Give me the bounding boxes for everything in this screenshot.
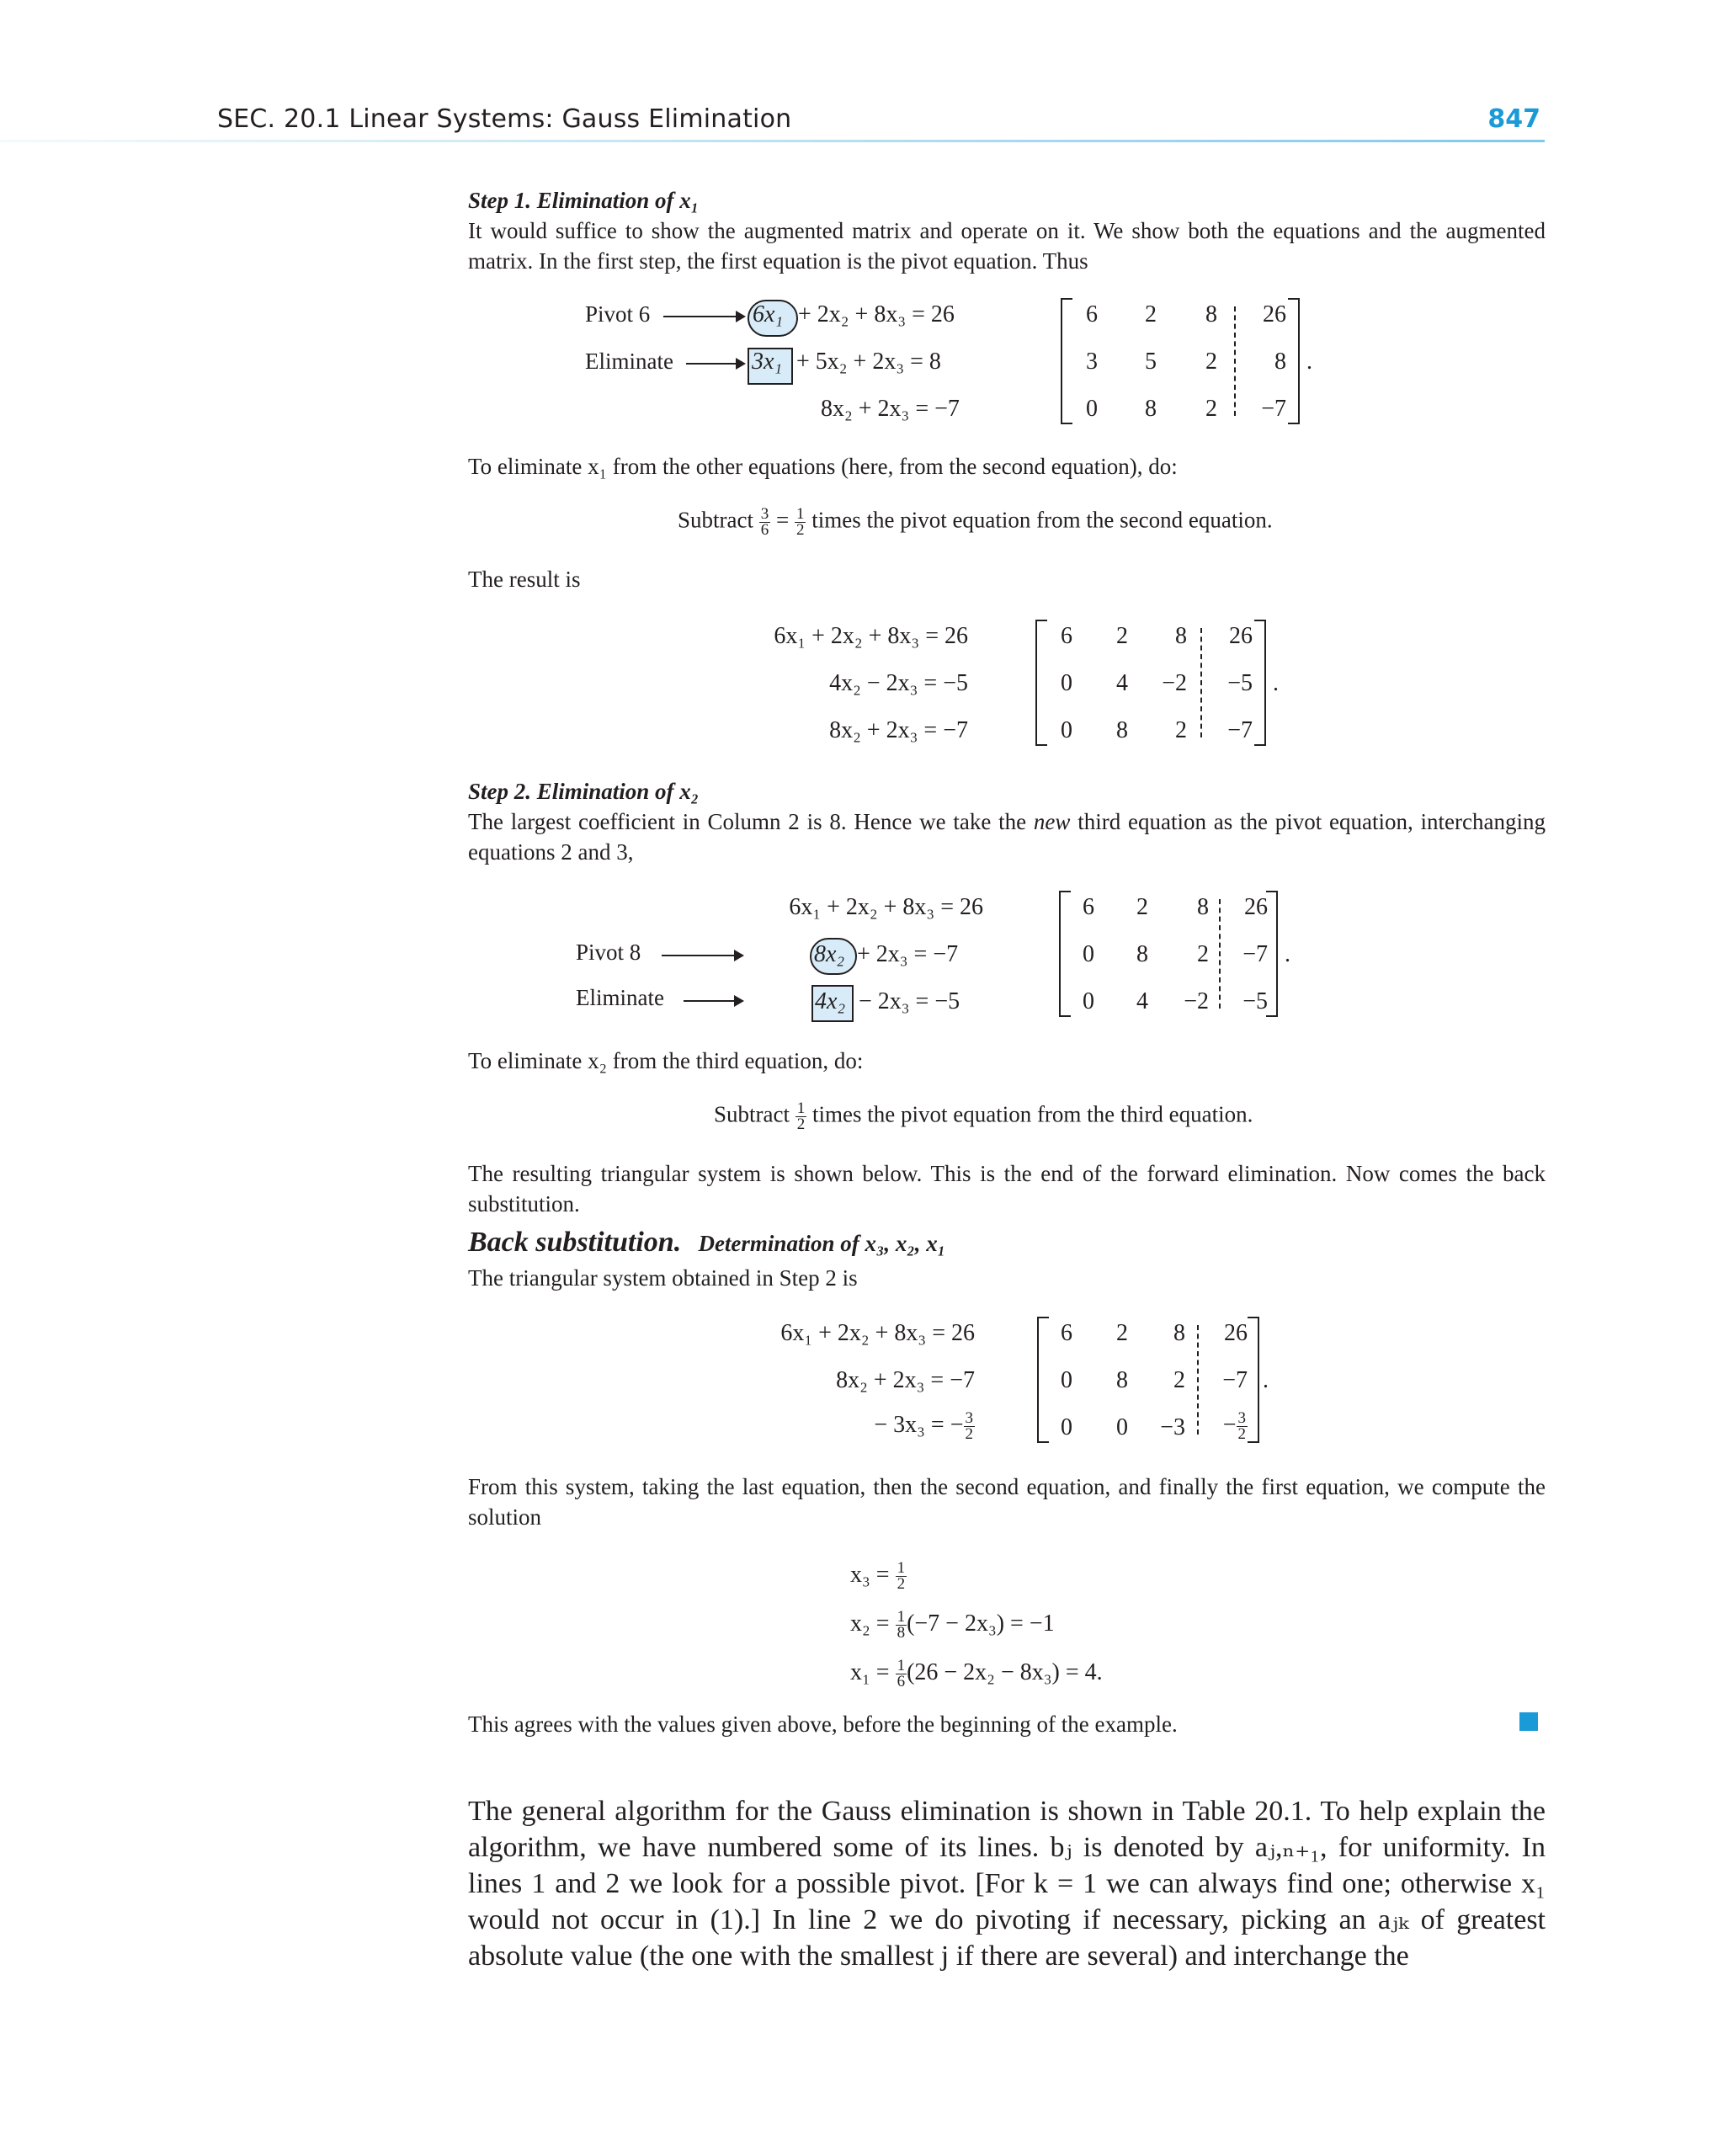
eq1-rest: + 2x₂ + 8x₃ = 26: [798, 301, 955, 327]
matrix-cell: −3: [1160, 1414, 1185, 1440]
subtract-instruction-1: Subtract $\frac{3}{6}$ = $\frac{1}{2}$ times the pivot equation from the second equation.: [678, 505, 1273, 539]
matrix-cell: 26: [1224, 1320, 1248, 1346]
matrix-cell: 26: [1263, 301, 1286, 327]
matrix-cell: 0: [1061, 717, 1072, 743]
matrix-cell: −7: [1227, 717, 1253, 743]
matrix-cell: 2: [1136, 894, 1148, 920]
matrix-cell: 0: [1061, 1414, 1072, 1440]
s2-eq3-lead: 4x₂: [815, 988, 846, 1014]
tri-eq3: − 3x₃ = − $\frac{3}{2}$: [874, 1409, 973, 1443]
from-system-text: From this system, taking the last equation, then the second equation, and finally the first equation, we compute the solution: [468, 1474, 1546, 1530]
matrix-cell: 8: [1145, 396, 1157, 422]
step1-intro: It would suffice to show the augmented matrix and operate on it. We show both the equations and the augmented matrix. In the first step, the first equation is the pivot equation. Thus: [468, 218, 1546, 274]
label-eliminate: Eliminate: [576, 985, 664, 1010]
bracket-right: [1288, 298, 1300, 424]
step2-intro: The largest coefficient in Column 2 is 8. Hence we take the new third equation as the pivot equation, interchanging equations 2 and 3,: [468, 809, 1546, 865]
res-eq2: 4x₂ − 2x₃ = −5: [829, 670, 968, 696]
fraction: $\frac{3}{6}$: [760, 505, 769, 539]
subtract-instruction-2: Subtract $\frac{1}{2}$ times the pivot equation from the third equation.: [714, 1099, 1253, 1133]
matrix-cell: −7: [1222, 1367, 1248, 1393]
matrix-cell: 8: [1173, 1320, 1185, 1346]
matrix-cell: 8: [1274, 349, 1286, 375]
matrix-cell: −2: [1162, 670, 1187, 696]
matrix-cell: 6: [1061, 1320, 1072, 1346]
eq2-rest: + 5x₂ + 2x₃ = 8: [796, 349, 941, 375]
s2-eq1: 6x₁ + 2x₂ + 8x₃ = 26: [789, 894, 983, 920]
bracket-right: [1254, 620, 1266, 746]
page-number: 847: [1487, 104, 1540, 134]
arrow-pivot: [663, 316, 744, 317]
bracket-right: [1266, 891, 1278, 1017]
agrees-text: This agrees with the values given above, before the beginning of the example.: [468, 1711, 1178, 1737]
matrix-cell: 2: [1116, 623, 1128, 649]
step1-todo: To eliminate x₁ from the other equations (here, from the second equation), do:: [468, 454, 1178, 479]
fraction: $\frac{3}{2}$: [1237, 1409, 1246, 1443]
matrix-cell: −7: [1242, 941, 1268, 967]
end-of-example-marker: [1519, 1712, 1538, 1731]
solution-x2: x₂ = $\frac{1}{8}$ (−7 − 2x₃) = −1: [850, 1608, 1055, 1642]
fraction: $\frac{1}{2}$: [897, 1559, 906, 1593]
period: .: [1306, 349, 1312, 375]
matrix-cell: −2: [1184, 988, 1209, 1014]
matrix-cell: 2: [1175, 717, 1187, 743]
augment-divider: [1197, 1325, 1199, 1435]
header-rule: [0, 140, 1545, 142]
label-eliminate: Eliminate: [585, 349, 673, 374]
matrix-cell: 6: [1086, 301, 1098, 327]
matrix-cell: 5: [1145, 349, 1157, 375]
solution-x1: x₁ = $\frac{1}{6}$ (26 − 2x₂ − 8x₃) = 4.: [850, 1657, 1103, 1690]
eq2-lead: 3x₁: [752, 349, 783, 375]
period: .: [1263, 1367, 1269, 1393]
matrix-cell: 6: [1083, 894, 1094, 920]
augmented-matrix-3: [1059, 891, 1278, 1017]
matrix-cell: 6: [1061, 623, 1072, 649]
matrix-cell: 26: [1244, 894, 1268, 920]
matrix-cell: −5: [1242, 988, 1268, 1014]
augment-divider: [1200, 628, 1202, 737]
label-pivot-8: Pivot 8: [576, 940, 641, 965]
fraction: $\frac{1}{2}$: [796, 1099, 806, 1133]
label-pivot-6: Pivot 6: [585, 301, 651, 327]
eq3: 8x₂ + 2x₃ = −7: [821, 396, 960, 422]
period: .: [1273, 670, 1279, 696]
matrix-cell: 4: [1136, 988, 1148, 1014]
fraction: $\frac{1}{8}$: [897, 1608, 906, 1642]
matrix-cell: 0: [1086, 396, 1098, 422]
matrix-cell: 2: [1145, 301, 1157, 327]
solution-x3: x₃ = $\frac{1}{2}$: [850, 1559, 906, 1593]
matrix-cell: −7: [1261, 396, 1286, 422]
step2-resulting: The resulting triangular system is shown below. This is the end of the forward elimination. Now comes the back substitution.: [468, 1161, 1546, 1216]
matrix-cell: 2: [1205, 349, 1217, 375]
matrix-cell: 3: [1086, 349, 1098, 375]
matrix-cell: 0: [1083, 988, 1094, 1014]
arrow-pivot: [662, 955, 742, 956]
result-label: The result is: [468, 567, 581, 592]
bracket-right: [1248, 1317, 1259, 1443]
augment-divider: [1219, 899, 1221, 1009]
s2-eq2-lead: 8x₂: [814, 941, 845, 967]
tri-eq2: 8x₂ + 2x₃ = −7: [836, 1367, 975, 1393]
matrix-cell: 0: [1061, 1367, 1072, 1393]
running-header: [0, 0, 1724, 143]
matrix-cell: 8: [1116, 717, 1128, 743]
back-intro: The triangular system obtained in Step 2 is: [468, 1265, 858, 1291]
matrix-cell: 0: [1061, 670, 1072, 696]
matrix-cell: 8: [1205, 301, 1217, 327]
bracket-left: [1061, 298, 1072, 424]
s2-eq3-rest: − 2x₃ = −5: [859, 988, 960, 1014]
fraction: $\frac{1}{6}$: [897, 1657, 906, 1690]
augmented-matrix-1: [1061, 298, 1300, 424]
period: .: [1285, 941, 1290, 967]
matrix-cell: 2: [1205, 396, 1217, 422]
section-title: SEC. 20.1 Linear Systems: Gauss Elimination: [217, 104, 792, 134]
step2-title: Step 2. Elimination of x₂: [468, 779, 700, 804]
matrix-cell: 2: [1197, 941, 1209, 967]
matrix-cell: 8: [1175, 623, 1187, 649]
arrow-eliminate: [686, 363, 744, 365]
matrix-cell: −5: [1227, 670, 1253, 696]
res-eq1: 6x₁ + 2x₂ + 8x₃ = 26: [774, 623, 968, 649]
tri-eq1: 6x₁ + 2x₂ + 8x₃ = 26: [780, 1320, 975, 1346]
arrow-eliminate: [684, 1000, 742, 1002]
bracket-left: [1035, 620, 1047, 746]
back-sub-heading: Back substitution. Determination of x₃, x₂, x₁: [468, 1227, 946, 1258]
matrix-cell: 2: [1173, 1367, 1185, 1393]
matrix-cell: 8: [1136, 941, 1148, 967]
fraction: $\frac{1}{2}$: [795, 505, 805, 539]
res-eq3: 8x₂ + 2x₃ = −7: [829, 717, 968, 743]
fraction: $\frac{3}{2}$: [965, 1409, 973, 1443]
step2-todo: To eliminate x₂ from the third equation, do:: [468, 1048, 864, 1073]
step1-title: Step 1. Elimination of x₁: [468, 188, 700, 213]
matrix-cell-fraction: − $\frac{3}{2}$: [1222, 1409, 1246, 1443]
general-algorithm-paragraph: The general algorithm for the Gauss elimination is shown in Table 20.1. To help explain the algorithm, we have numbered some of its lines. bⱼ is denoted by aⱼ,ₙ₊₁, for uniformity. In lines 1 and 2 we look for a possible pivot. [For k = 1 we can always find one; otherwise x₁ would not occur in (1).] In line 2 we do pivoting if necessary, picking an aⱼₖ of greatest absolute value (the one with the smallest j if there are several) and interchange the: [468, 1796, 1546, 1972]
matrix-cell: 26: [1229, 623, 1253, 649]
matrix-cell: 2: [1116, 1320, 1128, 1346]
matrix-cell: 4: [1116, 670, 1128, 696]
matrix-cell: 0: [1083, 941, 1094, 967]
augmented-matrix-4: [1037, 1317, 1259, 1443]
augmented-matrix-2: [1035, 620, 1266, 746]
matrix-cell: 8: [1197, 894, 1209, 920]
s2-eq2-rest: + 2x₃ = −7: [857, 941, 959, 967]
matrix-cell: 0: [1116, 1414, 1128, 1440]
augment-divider: [1234, 306, 1236, 416]
matrix-cell: 8: [1116, 1367, 1128, 1393]
eq1-lead: 6x₁: [753, 301, 784, 327]
